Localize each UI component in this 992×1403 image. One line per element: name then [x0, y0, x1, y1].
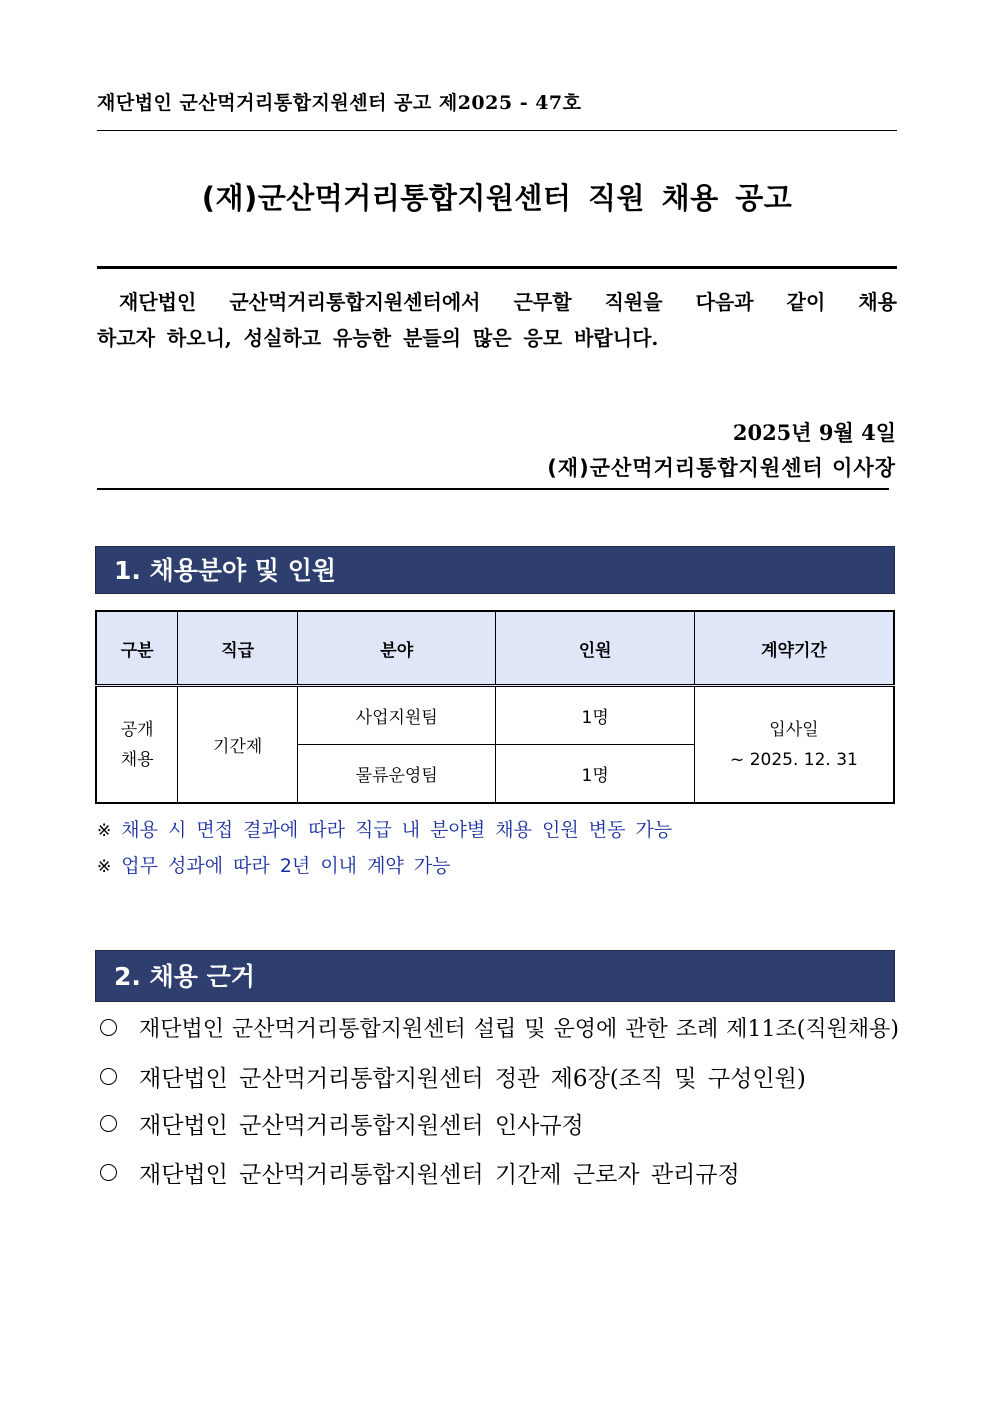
basis-item — [97, 1107, 584, 1140]
note-1 — [97, 815, 672, 842]
basis-item — [97, 1012, 899, 1043]
intro-paragraph — [97, 284, 897, 356]
table-header-row — [96, 611, 894, 686]
intro-line-2: 하고자 하오니, 성실하고 유능한 분들의 많은 응모 바랍니다. — [97, 326, 659, 350]
circle-bullet-icon — [100, 1115, 117, 1132]
basis-item-text: 재단법인 군산먹거리통합지원센터 설립 및 운영에 관한 조례 제11조(직원채용) — [139, 1017, 899, 1042]
col-header-field: 분야 — [297, 611, 495, 686]
section-1-heading: 1. 채용분야 및 인원 — [95, 546, 895, 594]
notice-number: 재단법인 군산먹거리통합지원센터 공고 제2025 - 47호 — [97, 92, 582, 114]
header-divider — [97, 130, 897, 131]
note-text: 채용 시 면접 결과에 따라 직급 내 분야별 채용 인원 변동 가능 — [121, 819, 673, 841]
circle-bullet-icon — [100, 1164, 117, 1181]
cell-period — [694, 686, 894, 804]
col-header-category: 구분 — [96, 611, 178, 686]
col-header-grade: 직급 — [178, 611, 298, 686]
issuer-divider — [97, 488, 889, 490]
cell-grade: 기간제 — [178, 686, 298, 804]
reference-mark: ※ — [97, 821, 112, 841]
period-line-2: ~ 2025. 12. 31 — [730, 749, 858, 770]
period-line-1: 입사일 — [769, 719, 819, 740]
notice-date: 2025년 9월 4일 — [732, 420, 896, 445]
basis-item — [97, 1060, 806, 1093]
circle-bullet-icon — [100, 1019, 117, 1036]
basis-item — [97, 1156, 740, 1189]
issuer: (재)군산먹거리통합지원센터 이사장 — [547, 456, 896, 480]
basis-item-text: 재단법인 군산먹거리통합지원센터 인사규정 — [139, 1113, 584, 1139]
recruitment-table — [95, 610, 895, 804]
cell-count: 1명 — [496, 745, 694, 804]
cell-count: 1명 — [496, 686, 694, 745]
category-line-2: 채용 — [120, 749, 154, 770]
category-line-1: 공개 — [120, 719, 154, 740]
cell-field: 사업지원팀 — [297, 686, 495, 745]
cell-field: 물류운영팀 — [297, 745, 495, 804]
circle-bullet-icon — [100, 1068, 117, 1085]
col-header-count: 인원 — [496, 611, 694, 686]
intro-line-1: 재단법인 군산먹거리통합지원센터에서 근무할 직원을 다음과 같이 채용 — [119, 290, 897, 314]
reference-mark: ※ — [97, 857, 112, 877]
col-header-period: 계약기간 — [694, 611, 894, 686]
title-divider — [97, 266, 897, 269]
basis-item-text: 재단법인 군산먹거리통합지원센터 정관 제6장(조직 및 구성인원) — [139, 1066, 806, 1092]
basis-item-text: 재단법인 군산먹거리통합지원센터 기간제 근로자 관리규정 — [139, 1162, 740, 1188]
section-2-heading: 2. 채용 근거 — [95, 950, 895, 1002]
page-title: (재)군산먹거리통합지원센터 직원 채용 공고 — [201, 181, 793, 215]
note-2 — [97, 851, 451, 878]
note-text: 업무 성과에 따라 2년 이내 계약 가능 — [121, 855, 451, 877]
table-row — [96, 686, 894, 745]
cell-category — [96, 686, 178, 804]
